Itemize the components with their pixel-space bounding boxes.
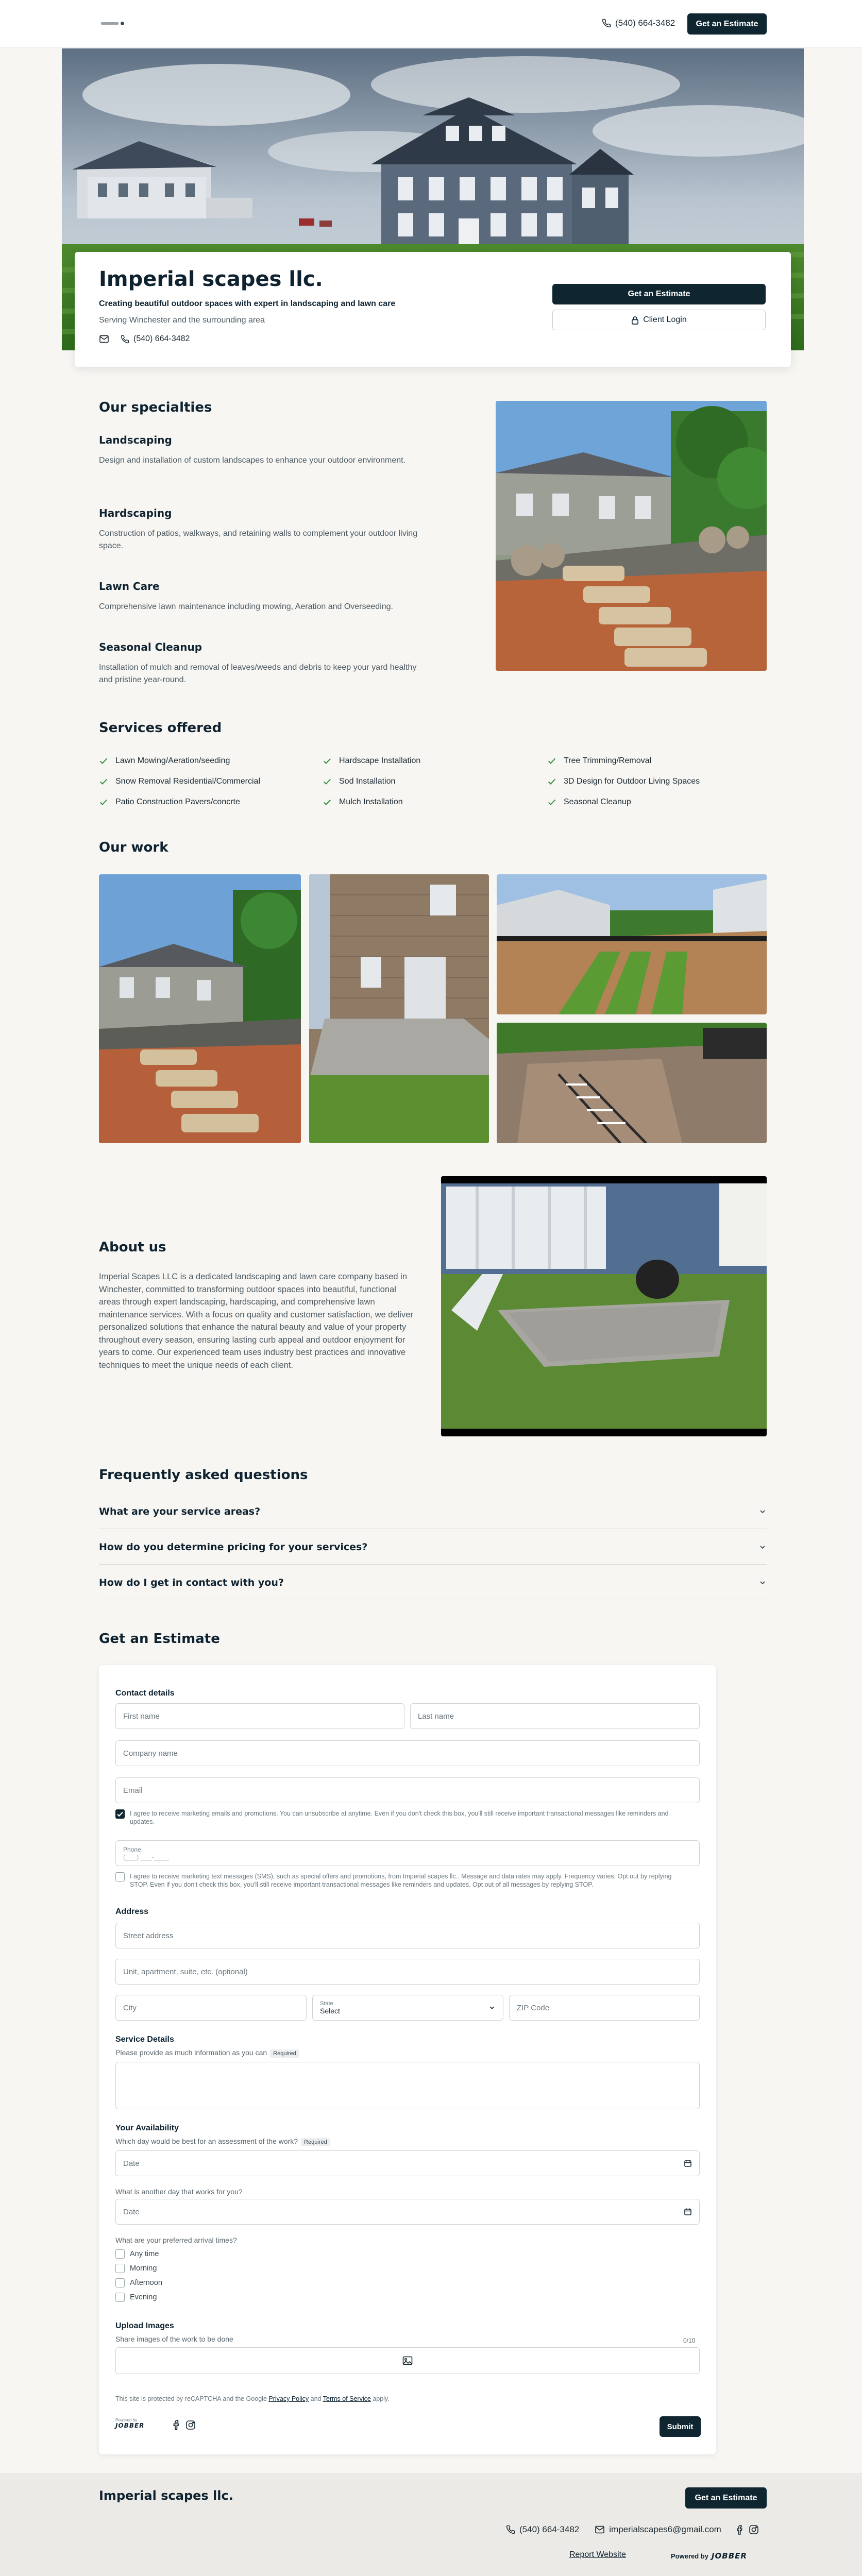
service-label: Tree Trimming/Removal <box>564 756 652 765</box>
date2-placeholder: Date <box>123 2207 140 2216</box>
faq-question: How do I get in contact with you? <box>99 1577 284 1588</box>
city-field[interactable]: City <box>115 1995 307 2021</box>
instagram-icon[interactable] <box>185 2420 196 2430</box>
unit-field[interactable]: Unit, apartment, suite, etc. (optional) <box>115 1959 700 1985</box>
recaptcha-prefix: This site is protected by reCAPTCHA and the Google <box>115 2395 269 2402</box>
address-heading: Address <box>115 1907 149 1916</box>
specialty-item <box>99 507 429 552</box>
powered-by-text: Powered by <box>115 2418 138 2422</box>
zip-field[interactable]: ZIP Code <box>509 1995 700 2021</box>
footer-email-text: imperialscapes6@gmail.com <box>609 2524 721 2534</box>
phone-label: Phone <box>123 1845 141 1853</box>
service-item <box>547 798 631 807</box>
top-header <box>0 0 862 47</box>
time-label: Morning <box>130 2264 157 2273</box>
chevron-down-icon <box>758 1507 767 1516</box>
service-label: Lawn Mowing/Aeration/seeding <box>115 756 230 765</box>
service-details-textarea[interactable] <box>115 2062 700 2109</box>
service-hint-text: Please provide as much information as you can <box>115 2048 267 2057</box>
footer-get-estimate-button[interactable]: Get an Estimate <box>685 2487 767 2509</box>
specialty-name: Seasonal Cleanup <box>99 641 202 653</box>
gallery-photo[interactable] <box>99 874 301 1143</box>
chevron-down-icon <box>758 1579 767 1587</box>
business-name: Imperial scapes llc. <box>99 267 323 291</box>
times-question: What are your preferred arrival times? <box>115 2236 237 2244</box>
logo[interactable] <box>101 20 124 28</box>
check-icon <box>116 1810 124 1818</box>
footer-powered-by-text: Powered by <box>671 2552 708 2560</box>
time-label: Any time <box>130 2250 159 2258</box>
email-consent-text: I agree to receive marketing emails and promotions. You can unsubscribe at anytime. Even if you don't check this box, you'll still receive important transactional messages like reminders and updates. <box>130 1810 669 1825</box>
phone-placeholder: (___) ___-____ <box>123 1853 169 1861</box>
check-icon <box>99 777 108 786</box>
specialty-desc: Installation of mulch and removal of leaves/weeds and debris to keep your yard healthy and pristine year-round. <box>99 663 417 684</box>
footer-contact-row <box>506 2524 759 2535</box>
faq-title: Frequently asked questions <box>99 1467 308 1483</box>
specialty-name: Hardscaping <box>99 507 172 519</box>
phone-icon <box>121 335 129 344</box>
hero-get-estimate-button[interactable]: Get an Estimate <box>552 284 766 304</box>
state-label: State <box>320 2001 333 2007</box>
tagline: Creating beautiful outdoor spaces with expert in landscaping and lawn care <box>99 299 396 308</box>
company-name-field[interactable]: Company name <box>115 1740 700 1766</box>
instagram-icon[interactable] <box>749 2524 759 2535</box>
specialty-name: Landscaping <box>99 434 172 446</box>
estimate-form <box>99 1665 716 2454</box>
terms-link[interactable]: Terms of Service <box>323 2395 371 2402</box>
date1-field[interactable] <box>115 2150 700 2176</box>
client-login-label: Client Login <box>643 315 687 324</box>
recaptcha-suffix: apply. <box>370 2395 390 2402</box>
sms-consent-text: I agree to receive marketing text messages (SMS), such as special offers and promotions, from Imperial scapes llc.. Message and data rates may apply. Frequency varies. Opt out by replying STOP. Even if you don't check this box, you'll still receive important transactional messages like reminders and updates. Opt out of all messages by replying STOP. <box>130 1873 672 1888</box>
service-item <box>547 756 651 766</box>
service-label: 3D Design for Outdoor Living Spaces <box>564 777 700 786</box>
hero-info-card <box>75 252 791 367</box>
day1-question-text: Which day would be best for an assessment of the work? <box>115 2137 298 2145</box>
check-icon <box>323 777 332 786</box>
service-item <box>323 756 420 766</box>
privacy-policy-link[interactable]: Privacy Policy <box>268 2395 309 2402</box>
check-icon <box>547 777 556 786</box>
time-checkbox-evening[interactable] <box>115 2293 125 2302</box>
last-name-field[interactable]: Last name <box>410 1703 700 1729</box>
recaptcha-and: and <box>309 2395 323 2402</box>
upload-heading: Upload Images <box>115 2321 174 2330</box>
specialties-photo <box>496 401 767 671</box>
faq-question: What are your service areas? <box>99 1505 261 1517</box>
service-item <box>323 777 395 786</box>
footer-powered-by[interactable] <box>671 2551 747 2561</box>
lock-icon <box>631 316 639 325</box>
footer-jobber-logo: JOBBER <box>711 2551 747 2561</box>
day1-question <box>115 2137 330 2146</box>
service-item <box>323 798 403 807</box>
time-checkbox-afternoon[interactable] <box>115 2278 125 2287</box>
sms-consent-checkbox[interactable] <box>115 1872 125 1882</box>
hero-phone-text: (540) 664-3482 <box>133 334 190 343</box>
service-item <box>99 756 230 766</box>
state-value: Select <box>320 2007 340 2015</box>
specialty-desc: Construction of patios, walkways, and retaining walls to complement your outdoor living space. <box>99 529 418 550</box>
email-consent-checkbox[interactable] <box>115 1809 125 1819</box>
first-name-field[interactable]: First name <box>115 1703 404 1729</box>
about-title: About us <box>99 1240 166 1255</box>
service-details-heading: Service Details <box>115 2035 174 2044</box>
upload-count: 0/10 <box>683 2337 696 2344</box>
date2-field[interactable] <box>115 2199 700 2225</box>
faq-item[interactable] <box>99 1565 767 1600</box>
time-label: Afternoon <box>130 2279 162 2287</box>
specialty-item <box>99 434 429 467</box>
state-select[interactable] <box>312 1995 503 2021</box>
upload-dropzone[interactable] <box>115 2347 700 2374</box>
service-label: Seasonal Cleanup <box>564 798 631 806</box>
gallery-photo[interactable] <box>497 1023 767 1143</box>
service-item <box>99 777 260 786</box>
service-item <box>547 777 700 786</box>
day2-question: What is another day that works for you? <box>115 2188 243 2196</box>
contact-details-heading: Contact details <box>115 1689 175 1698</box>
service-label: Mulch Installation <box>339 798 403 806</box>
required-badge: Required <box>270 2049 299 2058</box>
powered-by-jobber[interactable] <box>115 2418 144 2429</box>
hero-phone-link[interactable] <box>121 334 190 344</box>
estimate-title: Get an Estimate <box>99 1631 220 1647</box>
about-body: Imperial Scapes LLC is a dedicated landscaping and lawn care company based in Winchester, committed to transforming outdoor spaces into beautiful, functional areas through expert landscaping, hardscaping, and comprehensive lawn maintenance services. With a focus on quality and customer satisfaction, we deliver personalized solutions that enhance the natural beauty and value of your property throughout every season, ensuring lasting curb appeal and outdoor enjoyment for years to come. Our experienced team uses industry best practices and innovative techniques to meet the unique needs of each client. <box>99 1272 413 1370</box>
phone-field[interactable] <box>115 1840 700 1866</box>
chevron-down-icon <box>758 1543 767 1551</box>
submit-button[interactable]: Submit <box>660 2416 701 2437</box>
specialty-name: Lawn Care <box>99 580 160 592</box>
gallery-photo[interactable] <box>497 874 767 1014</box>
client-login-button[interactable] <box>552 310 766 330</box>
facebook-icon[interactable] <box>173 2420 179 2430</box>
email-field[interactable]: Email <box>115 1777 700 1803</box>
work-title: Our work <box>99 840 168 855</box>
service-label: Sod Installation <box>339 777 396 786</box>
chevron-down-icon <box>488 2004 496 2011</box>
service-item <box>99 798 240 807</box>
about-photo <box>441 1176 767 1436</box>
services-title: Services offered <box>99 720 222 736</box>
time-checkbox-morning[interactable] <box>115 2264 125 2273</box>
service-area: Serving Winchester and the surrounding area <box>99 316 265 325</box>
header-get-estimate-button[interactable]: Get an Estimate <box>687 13 767 35</box>
phone-icon <box>602 19 611 28</box>
header-phone-text: (540) 664-3482 <box>615 18 675 28</box>
faq-item[interactable] <box>99 1530 767 1565</box>
footer-phone-link[interactable] <box>506 2524 579 2535</box>
specialty-item <box>99 580 429 613</box>
specialties-title: Our specialties <box>99 400 212 415</box>
footer-phone-text: (540) 664-3482 <box>519 2524 580 2534</box>
footer-email-link[interactable] <box>595 2524 721 2535</box>
check-icon <box>99 756 108 766</box>
time-checkbox-any[interactable] <box>115 2249 125 2259</box>
specialty-item <box>99 641 429 686</box>
required-badge: Required <box>301 2138 330 2146</box>
mail-icon[interactable] <box>99 335 109 343</box>
hero-contact-row <box>99 334 190 344</box>
availability-heading: Your Availability <box>115 2124 179 2132</box>
specialty-desc: Design and installation of custom landscapes to enhance your outdoor environment. <box>99 456 406 465</box>
check-icon <box>323 756 332 766</box>
image-icon <box>402 2356 413 2365</box>
facebook-icon[interactable] <box>737 2525 742 2535</box>
check-icon <box>323 798 332 807</box>
service-hint <box>115 2048 299 2058</box>
footer-business-name: Imperial scapes llc. <box>99 2488 233 2503</box>
gallery-photo[interactable] <box>309 874 489 1143</box>
check-icon <box>99 798 108 807</box>
calendar-icon <box>684 2208 692 2216</box>
faq-item[interactable] <box>99 1494 767 1529</box>
date1-placeholder: Date <box>123 2159 140 2168</box>
street-address-field[interactable]: Street address <box>115 1923 700 1948</box>
service-label: Hardscape Installation <box>339 756 421 765</box>
recaptcha-notice <box>115 2395 390 2403</box>
jobber-logo: JOBBER <box>115 2422 145 2429</box>
faq-question: How do you determine pricing for your services? <box>99 1541 368 1553</box>
check-icon <box>547 756 556 766</box>
service-label: Patio Construction Pavers/concrte <box>115 798 240 806</box>
calendar-icon <box>684 2159 692 2167</box>
service-label: Snow Removal Residential/Commercial <box>115 777 260 786</box>
mail-icon <box>595 2526 605 2534</box>
report-website-link[interactable]: Report Website <box>569 2550 626 2559</box>
check-icon <box>547 798 556 807</box>
header-phone-link[interactable] <box>602 18 675 28</box>
upload-hint: Share images of the work to be done <box>115 2335 233 2343</box>
specialty-desc: Comprehensive lawn maintenance including mowing, Aeration and Overseeding. <box>99 602 393 611</box>
time-label: Evening <box>130 2293 157 2301</box>
phone-icon <box>506 2525 515 2534</box>
footer <box>0 2473 862 2576</box>
